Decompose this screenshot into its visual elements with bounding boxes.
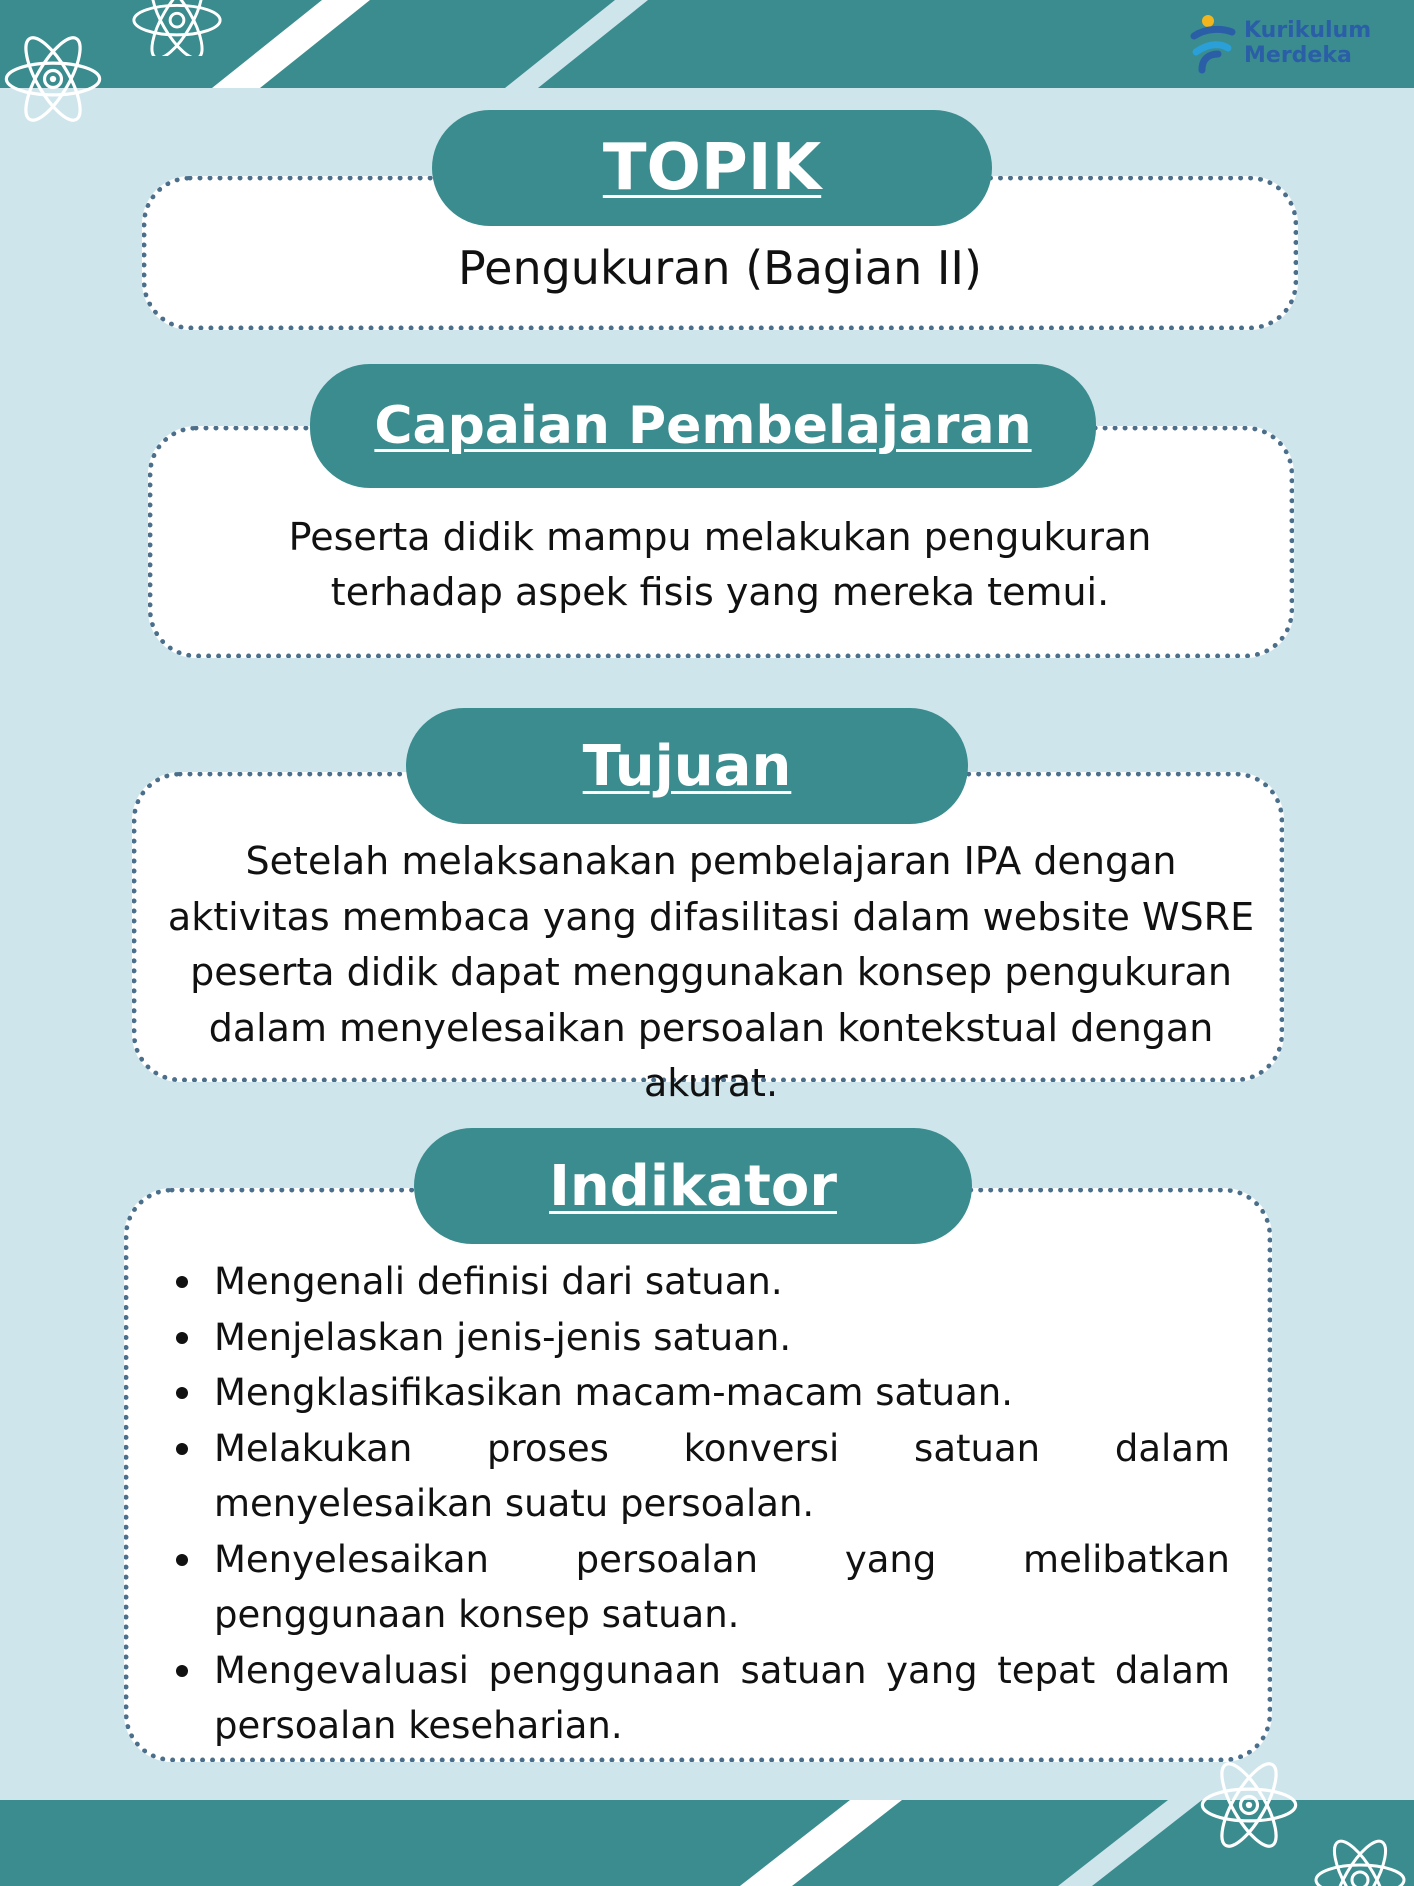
atom-icon: [0, 26, 106, 132]
topik-text: Pengukuran (Bagian II): [458, 241, 982, 295]
indikator-list: [168, 1254, 1230, 1754]
list-item: Mengklasifikasikan macam-macam satuan.: [168, 1365, 1230, 1421]
tujuan-heading: Tujuan: [406, 708, 968, 824]
topik-heading: TOPIK: [432, 110, 992, 226]
list-item: Menyelesaikan persoalan yang melibatkan penggunaan konsep satuan.: [168, 1532, 1230, 1643]
list-item: Menjelaskan jenis-jenis satuan.: [168, 1310, 1230, 1366]
atom-icon: [1196, 1752, 1302, 1858]
list-item: Melakukan proses konversi satuan dalam menyelesaikan suatu persoalan.: [168, 1421, 1230, 1532]
kurikulum-merdeka-logo: [1188, 12, 1398, 80]
capaian-heading: Capaian Pembelajaran: [310, 364, 1096, 488]
atom-icon: [128, 0, 226, 56]
indikator-heading: Indikator: [414, 1128, 972, 1244]
list-item: Mengevaluasi penggunaan satuan yang tepat dalam persoalan keseharian.: [168, 1643, 1230, 1754]
logo-text-line1: Kurikulum: [1244, 18, 1372, 43]
logo-text-line2: Merdeka: [1244, 43, 1352, 68]
kurikulum-merdeka-logo-icon: [1188, 12, 1238, 80]
list-item: Mengenali definisi dari satuan.: [168, 1254, 1230, 1310]
capaian-text: Peserta didik mampu melakukan pengukuran terhadap aspek fisis yang mereka temui.: [288, 515, 1152, 614]
atom-icon: [1310, 1830, 1410, 1886]
tujuan-text: Setelah melaksanakan pembelajaran IPA dengan aktivitas membaca yang difasilitasi dalam website WSRE peserta didik dapat menggunakan konsep pengukuran dalam menyelesaikan persoalan kontekstual dengan akurat.: [167, 839, 1255, 1105]
